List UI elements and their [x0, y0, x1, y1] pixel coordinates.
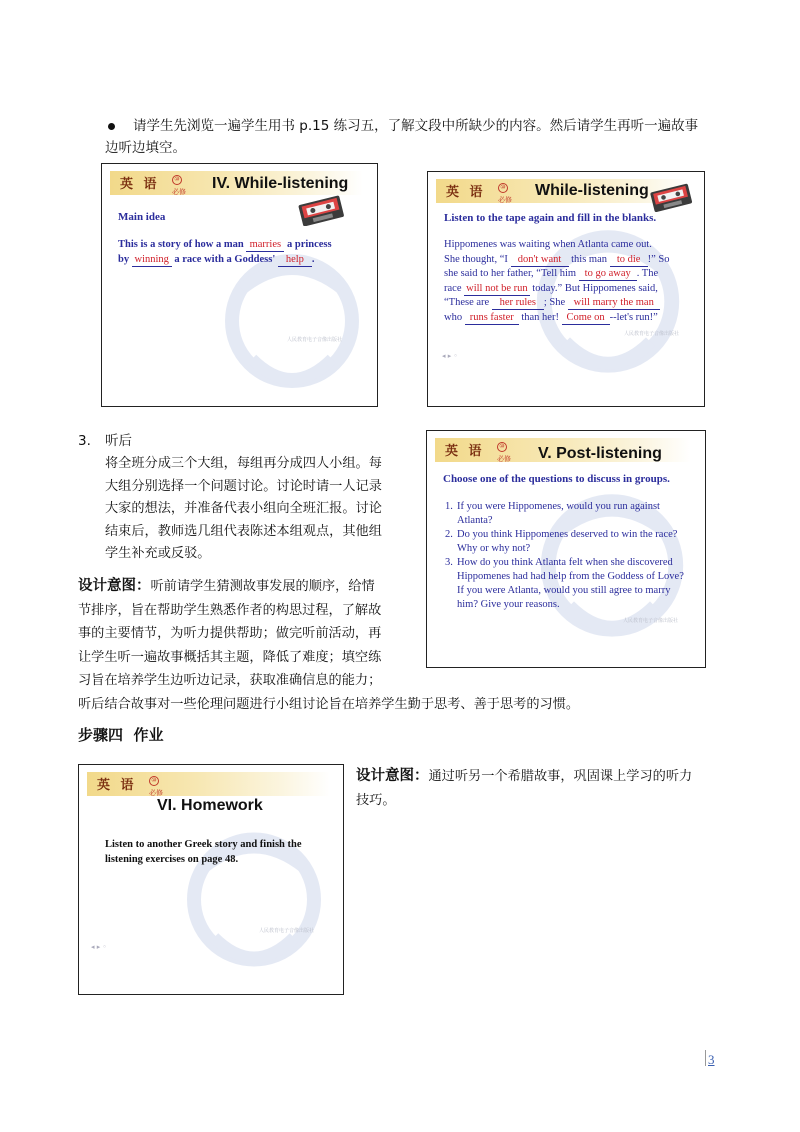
page-number-divider [705, 1050, 706, 1066]
intro-line-1: 请学生先浏览一遍学生用书 p.15 练习五，了解文段中所缺少的内容。然后请学生再听一遍故事 [133, 118, 699, 134]
question-item: 2. Do you think Hippomenes deserved to win the race? Why or why not? [445, 529, 678, 554]
slide-publisher: 人民教育电子音像出版社 [259, 928, 315, 934]
question-item: 3. How do you think Atlanta felt when she discovered Hippomenes had had help from the Goddess of Love? If you were Atlanta, would you still agree to marry him? Give your reasons. [445, 557, 684, 610]
slide-heading: Listen to the tape again and fill in the blanks. [444, 212, 657, 224]
blank-answer: runs faster [465, 312, 519, 325]
page-number: 3 [708, 1052, 715, 1067]
slide-publisher: 人民教育电子音像出版社 [287, 337, 343, 343]
blank-answer: her rules [492, 297, 544, 310]
design-intent-1: 设计意图：听前请学生猜测故事发展的顺序，给情 节排序，旨在帮助学生熟悉作者的构思过程，了解故 事的主要情节，为听力提供帮助；做完听前活动，再 让学生听一遍故事概括其主题，降低了难度；填空练 习旨在培养学生边听边记录，获取准确信息的能力； 听后结合故事对一些伦理问题进行小组讨论旨在培养学生勤于思考、善于思考的习惯。 [78, 578, 580, 712]
slide-brand-sub: 必修 [497, 455, 511, 463]
slide-while-listening-main-idea [101, 163, 378, 407]
section-label: 听后 [105, 433, 132, 449]
blank-answer: winning [132, 254, 172, 267]
blank-answer: will not be run [466, 282, 528, 294]
fill-in-passage: Hippomenes was waiting when Atlanta came out. She thought, “I don't want this man to die !” So she said to her father, “Tell him to go away . The race will not be run today.” But Hippomenes said, “These are her rules ; She will marry the man who runs faster than her! Come on --let's run!” [444, 239, 670, 323]
blank-answer: to die [610, 254, 648, 267]
design-intent-label: 设计意图： [78, 578, 151, 594]
slide-brand-sub: 必修 [172, 188, 186, 196]
cassette-tape-icon [648, 182, 694, 212]
intro-line-2: 边听边填空。 [105, 140, 186, 156]
design-intent-label: 设计意图： [356, 768, 429, 784]
design-intent-2: 设计意图：通过听另一个希腊故事，巩固课上学习的听力 技巧。 [356, 768, 693, 808]
blank-answer: don't want [511, 254, 569, 267]
edition-badge: ⑩ [497, 442, 507, 452]
slide-while-listening-fill-blanks [427, 171, 705, 407]
slide-title: VI. Homework [157, 797, 263, 814]
step-heading: 步骤四 作业 [78, 726, 164, 744]
slide-homework [78, 764, 344, 995]
slide-heading: Choose one of the questions to discuss in groups. [443, 473, 670, 485]
edition-badge: ⑩ [172, 175, 182, 185]
main-idea-text: This is a story of how a man marries a princess by winning a race with a Goddess' help . [118, 239, 332, 265]
slide-publisher: 人民教育电子音像出版社 [624, 331, 680, 337]
slide-title: While-listening [535, 182, 649, 199]
bullet-dot [108, 123, 115, 130]
blank-answer: Come on [562, 312, 610, 325]
slide-title: V. Post-listening [538, 445, 662, 462]
section-paragraph: 将全班分成三个大组，每组再分成四人小组。每 大组分别选择一个问题讨论。讨论时请一人记录 大家的想法，并准备代表小组向全班汇报。讨论 结束后，教师选几组代表陈述本组观点，其他组 学生补充或反驳。 [105, 456, 382, 561]
slide-brand: 英 语 [97, 778, 137, 793]
blank-answer: will marry the man [568, 297, 660, 310]
edition-badge: ⑩ [498, 183, 508, 193]
blank-answer: to go away [579, 268, 637, 281]
slide-heading: Main idea [118, 211, 166, 223]
slide-brand: 英 语 [120, 177, 160, 192]
edition-badge: ⑩ [149, 776, 159, 786]
slide-brand: 英 语 [445, 444, 485, 459]
section-number: 3. [78, 433, 91, 449]
question-item: 1. If you were Hippomenes, would you run against Atlanta? [445, 501, 660, 526]
slide-title: IV. While-listening [212, 175, 349, 192]
blank-answer: marries [246, 239, 284, 252]
cassette-tape-icon [296, 194, 346, 226]
slide-nav-icons: ◂ ▸ ◦ [442, 352, 458, 360]
homework-text: Listen to another Greek story and finish the listening exercises on page 48. [105, 839, 302, 865]
watermark-logo [212, 249, 372, 394]
slide-brand: 英 语 [446, 185, 486, 200]
slide-brand-sub: 必修 [498, 196, 512, 204]
slide-brand-sub: 必修 [149, 789, 163, 797]
slide-publisher: 人民教育电子音像出版社 [623, 618, 679, 624]
slide-nav-icons: ◂ ▸ ◦ [91, 943, 107, 951]
blank-answer: help [278, 254, 312, 267]
